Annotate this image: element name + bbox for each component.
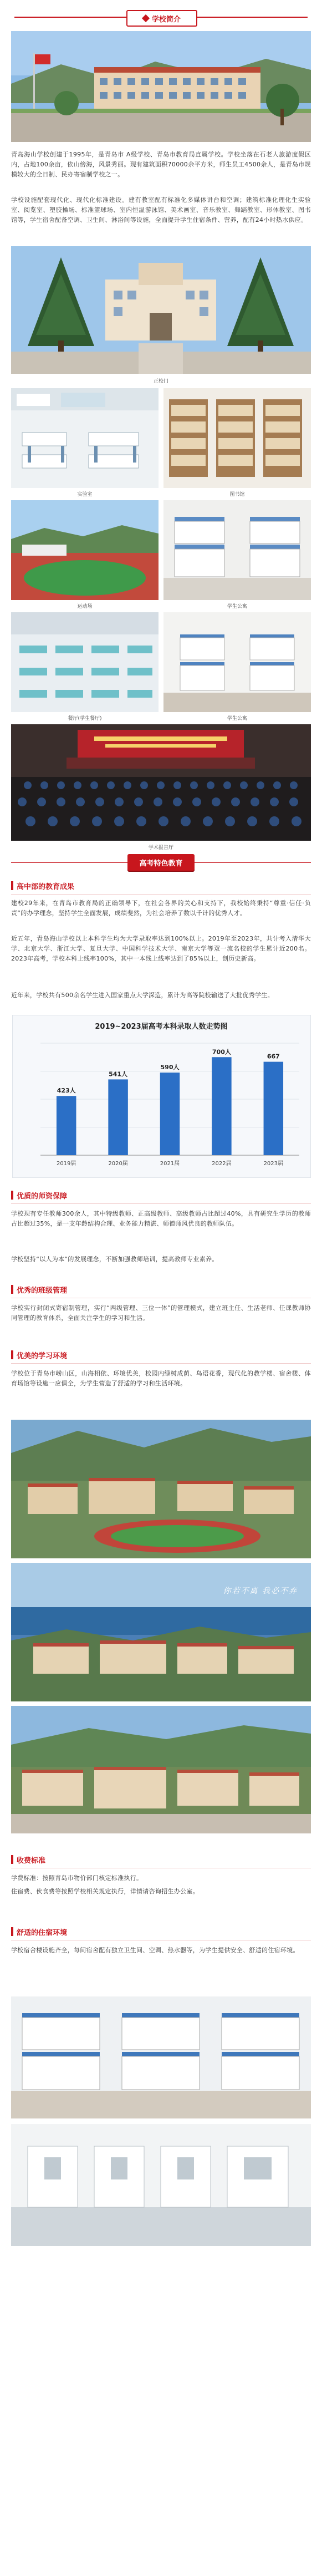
bar [264, 1062, 283, 1155]
data-label: 423人 [57, 1087, 76, 1095]
management-title: 优秀的班级管理 [17, 1286, 68, 1295]
teachers-paragraph-2: 学校坚持“以人为本”的发展理念，不断加强教师培训，提高教师专业素养。 [11, 1256, 218, 1263]
category-label: 2020届 [108, 1161, 128, 1167]
dorm-paragraph: 学校宿舍楼设施齐全，每间宿舍配有独立卫生间、空调、热水器等，为学生提供安全、舒适的住宿环境。 [11, 1947, 299, 1954]
category-label: 2021届 [160, 1161, 180, 1167]
data-label: 667 [267, 1053, 280, 1060]
environment-heading [11, 1348, 67, 1362]
canteen-caption: 餐厅(学生餐厅) [68, 716, 102, 722]
auditorium-photo [11, 724, 311, 841]
section-title: 学校简介 [151, 15, 181, 24]
results-heading [11, 878, 74, 893]
heading-bar [11, 1191, 13, 1200]
category-label: 2023届 [263, 1161, 284, 1167]
heading-bar [11, 1855, 13, 1864]
campus-photo [11, 31, 311, 142]
bar [57, 1096, 76, 1155]
library-photo [163, 388, 311, 488]
main-gate-caption: 正校门 [153, 379, 168, 384]
intro-paragraph-2: 学校设施配套现代化、现代化标准建设。建有教室配有标准化多媒体讲台和空调；建筑标准化理化生实验室、阅览室、塑胶操场、标准篮球场、室内恒温游泳馆、美术画室、音乐教室、舞蹈教室、形体教室、图书馆等，学生宿舍配备空调、卫生间、淋浴间等设施，全面提升学生住宿条件、营养，配有24小时热水供应。 [11, 196, 311, 223]
dorm-caption: 学生公寓 [227, 604, 247, 609]
heading-bar [11, 1350, 13, 1359]
environment-paragraph: 学校位于青岛市崂山区，山海相依、环境优美，校园内绿树成荫、鸟语花香，现代化的教学楼、宿舍楼、体育场馆等设施一应俱全，为学生营造了舒适的学习和生活环境。 [11, 1370, 311, 1387]
teachers-paragraph-1: 学校现有专任教师300余人，其中特级教师、正高级教师、高级教师占比超过40%，具有研究生学历的教师占比超过35%，是一支年龄结构合理、业务能力精湛、师德师风优良的教师队伍。 [11, 1210, 311, 1227]
auditorium-caption: 学术报告厅 [148, 845, 173, 851]
teachers-heading [11, 1188, 67, 1202]
library-caption: 图书馆 [229, 492, 245, 497]
results-paragraph-2: 近五年，青岛海山学校以上本科学生均为大学录取率达到100%以上。2019年至2023年，共计考入清华大学、北京大学、浙江大学、复旦大学、中国科学技术大学、南京大学等双一流名校的学生累计近200名。2023年高考，学校本科上线率100%，其中一本线上线率达到了85%以上，创历史新高。 [11, 935, 311, 962]
category-label: 2019届 [56, 1161, 76, 1167]
data-label: 700人 [212, 1048, 231, 1056]
dorm-photo [163, 500, 311, 600]
management-paragraph: 学校实行封闭式寄宿制管理，实行“两级管理、三位一体”的管理模式，建立班主任、生活老师、任课教师协同管理的教育体系，全面关注学生的学习和生活。 [11, 1304, 311, 1322]
diamond-icon [142, 14, 150, 22]
aerial-campus-photo [11, 1420, 311, 1558]
heading-bar [11, 1285, 13, 1294]
heading-underline [11, 1203, 311, 1204]
results-paragraph-1: 建校29年来，在青岛市教育局的正确领导下，在社会各界的关心和支持下，我校始终秉持“尊重·信任·负责”的办学理念，坚持学生全面发展，成绩斐然，为社会培养了数以千计的优秀人才。 [11, 900, 311, 917]
results-title: 高中部的教育成果 [17, 882, 75, 891]
tuition-paragraph-2: 住宿费、伙食费等按照学校相关规定执行，详情请咨询招生办公室。 [11, 1888, 199, 1895]
canteen-photo [11, 612, 159, 712]
results-paragraph-3: 近年来，学校共有500余名学生进入国家重点大学深造，累计为高等院校输送了大批优秀学生。 [11, 992, 274, 999]
heading-bar [11, 881, 13, 890]
admissions-chart [12, 1015, 311, 1178]
dorm-title: 舒适的住宿环境 [17, 1928, 68, 1937]
dorm2-photo [163, 612, 311, 712]
chart-canvas [13, 1015, 310, 1177]
tuition-heading [11, 1852, 45, 1867]
dorm-room-photo [11, 1996, 311, 2118]
bar [212, 1057, 231, 1155]
intro-paragraph-1: 青岛海山学校创建于1995年，是青岛市 A级学校、青岛市教育局直属学校。学校坐落在石老人旅游度假区内，占地100余亩，依山傍海，风景秀丽。现有建筑面积70000余平方米，师生员工4500余人，是青岛市规模较大的全日制、民办寄宿制学校之一。 [11, 151, 311, 178]
tuition-paragraph-1: 学费标准：按照青岛市物价部门核定标准执行。 [11, 1874, 143, 1882]
lab-photo [11, 388, 159, 488]
lab-caption: 实验室 [77, 492, 93, 497]
chart-bars [57, 1057, 283, 1155]
teachers-title: 优质的师资保障 [17, 1192, 68, 1201]
management-heading [11, 1282, 67, 1297]
bar [160, 1073, 180, 1155]
chart-title: 2019~2023届高考本科录取人数走势图 [95, 1023, 228, 1031]
dorm2-caption: 学生公寓 [227, 716, 247, 722]
heading-underline [11, 894, 311, 895]
tuition-title: 收费标准 [17, 1856, 46, 1865]
data-label: 541人 [109, 1070, 128, 1078]
seaside-campus-photo [11, 1563, 311, 1701]
campus-buildings-photo [11, 1706, 311, 1833]
data-label: 590人 [160, 1064, 180, 1071]
dorm-heading [11, 1924, 67, 1939]
photo-slogan: 你若不离 我必不弃 [223, 1587, 298, 1596]
heading-bar [11, 1927, 13, 1936]
bar [108, 1079, 127, 1155]
section2-banner: 高考特色教育 [127, 854, 195, 871]
dorm-bathroom-photo [11, 2124, 311, 2246]
sports-field-photo [11, 500, 159, 600]
environment-title: 优美的学习环境 [17, 1351, 68, 1360]
section-heading [0, 8, 322, 27]
category-label: 2022届 [212, 1161, 232, 1167]
heading-underline [11, 1363, 311, 1364]
main-gate-photo [11, 246, 311, 374]
sports-field-caption: 运动场 [77, 604, 93, 609]
